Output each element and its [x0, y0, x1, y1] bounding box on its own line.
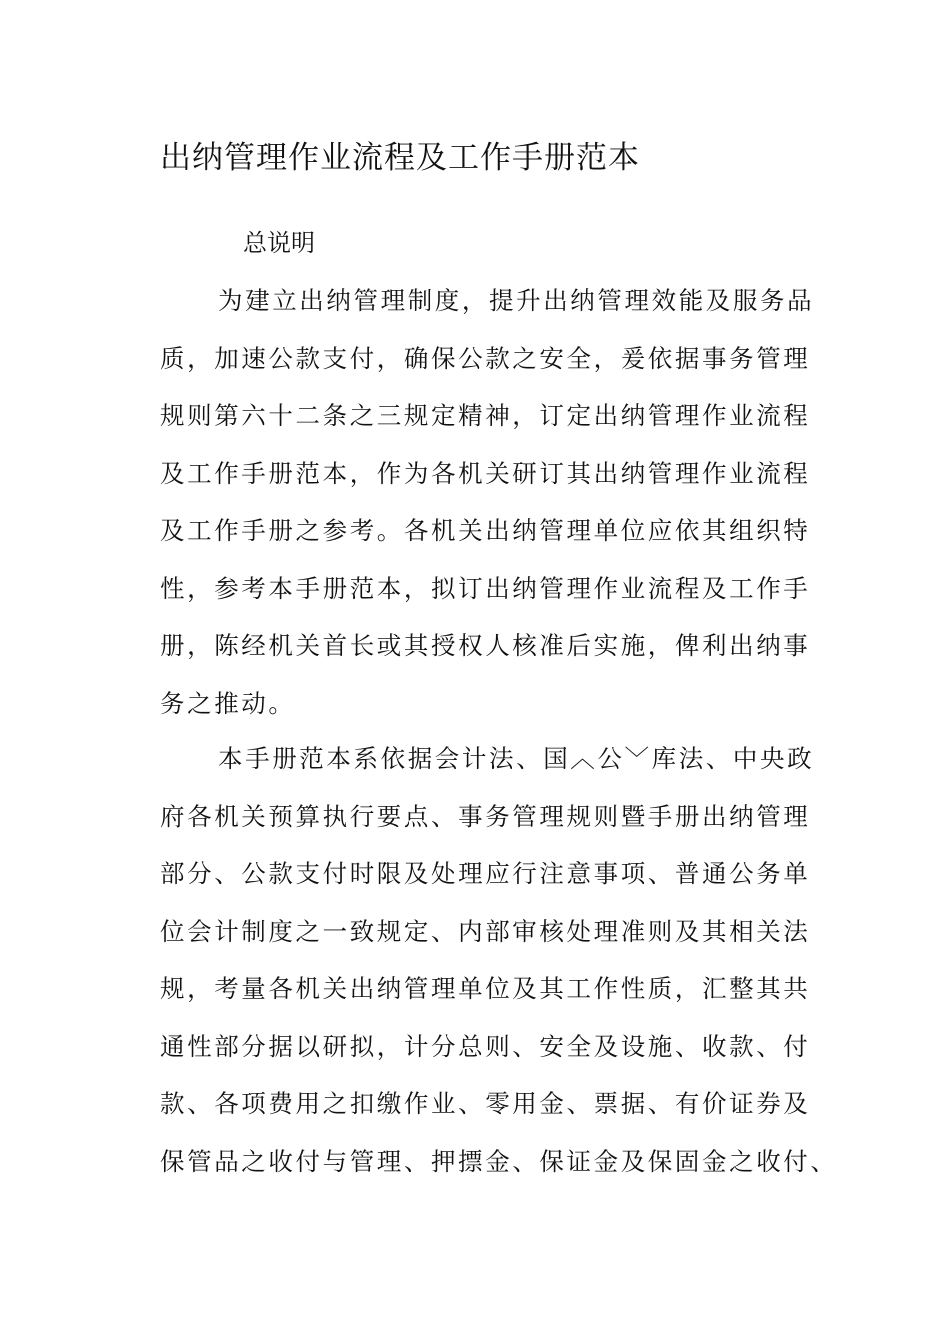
paragraph-line: 册，陈经机关首长或其授权人核准后实施，俾利出纳事: [160, 631, 811, 660]
paragraph-line: 及工作手册之参考。各机关出纳管理单位应依其组织特: [160, 516, 811, 545]
paragraph-line: 务之推动。: [160, 688, 296, 718]
paragraph-line: 规，考量各机关出纳管理单位及其工作性质，汇整其共: [160, 974, 811, 1003]
paragraph-line: 为建立出纳管理制度，提升出纳管理效能及服务品: [218, 286, 815, 315]
paragraph-line: 质，加速公款支付，确保公款之安全，爰依据事务管理: [160, 343, 811, 373]
paragraph-line: 保管品之收付与管理、押摽金、保证金及保固金之收付、: [160, 1146, 838, 1176]
paragraph-line: 通性部分据以研拟，计分总则、安全及设施、收款、付: [160, 1031, 811, 1061]
paragraph-line: 本手册范本系依据会计法、国︿公﹀库法、中央政: [218, 744, 815, 773]
paragraph-basis-description: [160, 742, 838, 1202]
section-heading: 总说明: [243, 229, 315, 257]
document-title: 出纳管理作业流程及工作手册范本: [160, 140, 640, 176]
paragraph-line: 性，参考本手册范本，拟订出纳管理作业流程及工作手: [160, 573, 811, 603]
paragraph-line: 款、各项费用之扣缴作业、零用金、票据、有价证券及: [160, 1089, 811, 1118]
paragraph-line: 部分、公款支付时限及处理应行注意事项、普通公务单: [160, 859, 811, 888]
paragraph-line: 位会计制度之一致规定、内部审核处理准则及其相关法: [160, 916, 811, 946]
paragraph-general-description: [160, 284, 815, 744]
paragraph-line: 规则第六十二条之三规定精神，订定出纳管理作业流程: [160, 401, 811, 430]
paragraph-line: 及工作手册范本，作为各机关研订其出纳管理作业流程: [160, 458, 811, 488]
paragraph-line: 府各机关预算执行要点、事务管理规则暨手册出纳管理: [160, 801, 811, 831]
